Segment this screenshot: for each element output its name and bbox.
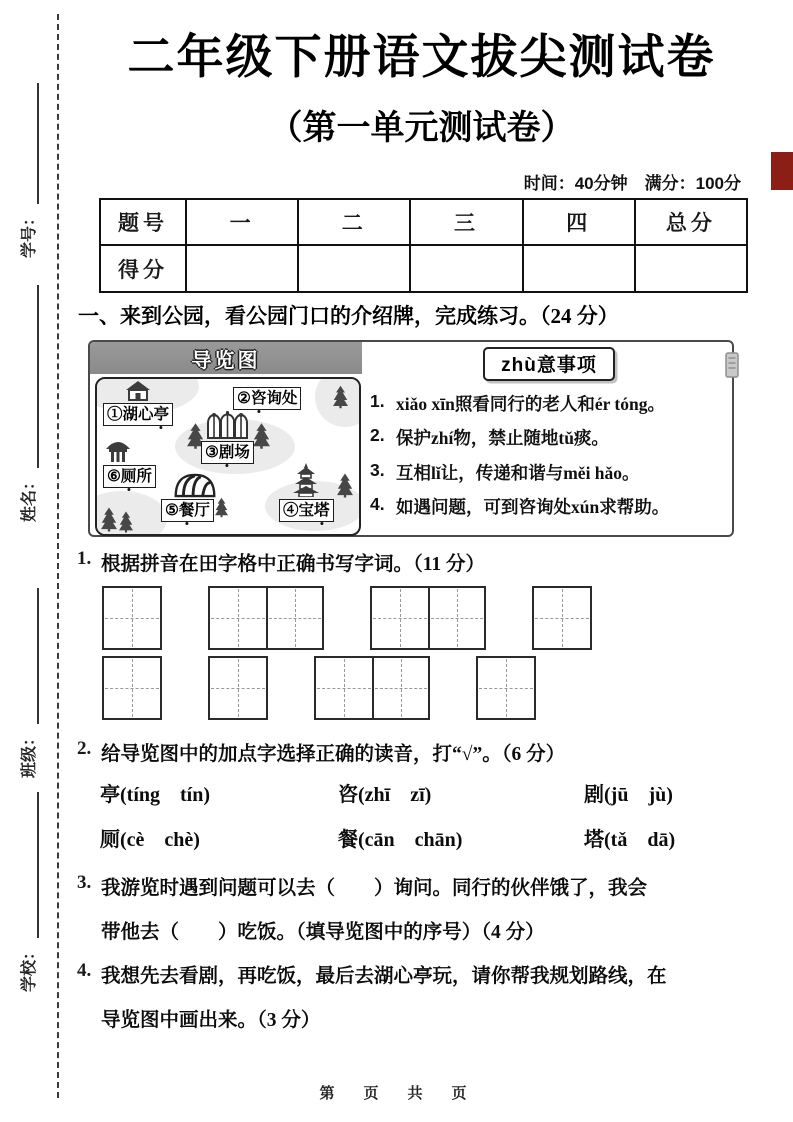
notice-board [366,344,732,535]
spot-number: ① [107,406,123,423]
tianzige-cell[interactable] [104,588,160,648]
tianzige-cell[interactable] [534,588,590,648]
guide-map [95,377,361,536]
score-input-cell[interactable] [185,244,297,291]
question-2-text: 给导览图中的加点字选择正确的读音，打“√”。（6 分） [101,744,566,765]
student-id-label: 学号： [21,209,38,258]
tianzige-writing-box[interactable] [314,656,430,720]
score-table-header-cell: 题号 [118,211,168,235]
map-spot-information-desk: ②咨询处 [233,387,301,410]
notice-item: 4. 如遇问题，可到咨询处xún求帮助。 [370,494,670,517]
class-blank-line[interactable] [23,588,39,724]
tianzige-writing-box[interactable] [102,656,162,720]
tianzige-writing-box[interactable] [102,586,162,650]
pronunciation-option[interactable]: 咨(zhī zī) [338,784,432,806]
pagoda-icon [293,463,319,497]
score-table [99,198,748,293]
tianzige-cell[interactable] [478,658,534,718]
tianzige-cell[interactable] [428,588,484,648]
tianzige-cell[interactable] [210,658,266,718]
paper-title: 二年级下册语文拔尖测试卷 [127,30,716,83]
question-4-number: 4. [77,960,92,981]
tianzige-cell[interactable] [372,588,428,648]
guide-map-title: 导览图 [191,349,261,372]
toilet-pavilion-icon [105,441,131,463]
pronunciation-option[interactable]: 剧(jū jù) [584,784,673,806]
theater-building-icon [205,411,249,439]
spot-number: ② [237,390,251,407]
school-blank-line[interactable] [23,792,39,938]
score-input-cell[interactable] [409,244,521,291]
tianzige-cell[interactable] [316,658,372,718]
spot-number: ③ [205,444,219,461]
margin-divider-dashed-line [57,14,59,1098]
score-table-header-cell: 总分 [634,200,746,244]
page-footer: 第 页 共 页 [319,1086,474,1102]
question-1-text: 根据拼音在田字格中正确书写字词。（11 分） [101,554,486,575]
score-table-header-cell: 二 [297,200,409,244]
school-label: 学校： [21,943,38,992]
tianzige-writing-box[interactable] [208,586,324,650]
score-row-label: 得分 [101,244,185,291]
tianzige-cell[interactable] [104,658,160,718]
lake-pavilion-icon [125,381,151,401]
score-input-cell[interactable] [522,244,634,291]
tree-icon [215,497,228,518]
tree-icon [333,385,348,409]
tianzige-cell[interactable] [210,588,266,648]
notice-item: 1. xiǎo xīn照看同行的老人和ér tóng。 [370,390,665,414]
tianzige-writing-box[interactable] [476,656,536,720]
guide-map-header-band [90,342,362,374]
pronunciation-option[interactable]: 塔(tǎ dā) [584,829,676,851]
pronunciation-option[interactable]: 餐(cān chān) [338,829,463,851]
class-label: 班级： [21,729,38,778]
question-3-line-1: 我游览时遇到问题可以去（ ）询问。同行的伙伴饿了，我会 [101,878,648,899]
question-4-line-2: 导览图中画出来。（3 分） [101,1010,321,1031]
tianzige-writing-box[interactable] [208,656,268,720]
pronunciation-option[interactable]: 厕(cè chè) [100,829,200,851]
time-and-score-info: 时间：40分钟 满分：100分 [523,174,741,193]
name-field [16,285,39,522]
section-one-heading: 一、来到公园，看公园门口的介绍牌，完成练习。（24 分） [78,304,619,328]
tianzige-row-1 [78,586,592,650]
name-blank-line[interactable] [23,285,39,468]
paper-subtitle: （第一单元测试卷） [268,109,575,147]
red-corner-tab [771,152,793,190]
tianzige-writing-box[interactable] [370,586,486,650]
map-spot-pagoda: ④宝塔 [279,499,334,522]
score-table-header-cell: 三 [409,200,521,244]
school-field [16,792,39,992]
notice-item: 2. 保护zhí物，禁止随地tǔ痰。 [370,425,609,448]
question-4-line-1: 我想先去看剧，再吃饭，最后去湖心亭玩，请你帮我规划路线，在 [101,966,667,987]
map-spot-lake-pavilion: ①湖心亭 [103,403,173,426]
tree-icon [337,473,353,498]
class-field [16,588,39,778]
name-label: 姓名： [21,473,38,522]
map-spot-toilet: ⑥厕所 [103,465,156,488]
tree-icon [101,507,117,532]
question-2-options [100,778,740,852]
student-id-field [16,83,39,258]
spot-number: ⑤ [165,502,179,519]
park-sign-panel [88,340,734,537]
map-spot-theater: ③剧场 [201,441,254,464]
pronunciation-option[interactable]: 亭(tíng tín) [100,784,210,806]
spot-number: ⑥ [107,468,121,485]
question-2-number: 2. [77,738,92,759]
notice-title-ribbon: zhù意事项 [483,347,615,381]
restaurant-dome-icon [173,471,217,498]
tianzige-cell[interactable] [372,658,428,718]
score-input-cell[interactable] [297,244,409,291]
spot-number: ④ [283,502,299,519]
scroll-icon [724,352,740,378]
tianzige-cell[interactable] [266,588,322,648]
notice-item: 3. 互相lǐ让，传递和谐与měi hǎo。 [370,459,640,483]
score-input-cell[interactable] [634,244,746,291]
question-1-number: 1. [77,548,92,569]
tree-icon [253,423,270,449]
question-3-number: 3. [77,872,92,893]
question-3-line-2: 带他去（ ）吃饭。（填导览图中的序号）（4 分） [101,922,545,943]
student-id-blank-line[interactable] [23,83,39,204]
map-spot-restaurant: ⑤餐厅 [161,499,214,522]
score-table-header-cell: 一 [185,200,297,244]
tree-icon [119,511,133,533]
score-table-header-cell: 四 [522,200,634,244]
tianzige-writing-box[interactable] [532,586,592,650]
tianzige-row-2 [78,656,536,720]
